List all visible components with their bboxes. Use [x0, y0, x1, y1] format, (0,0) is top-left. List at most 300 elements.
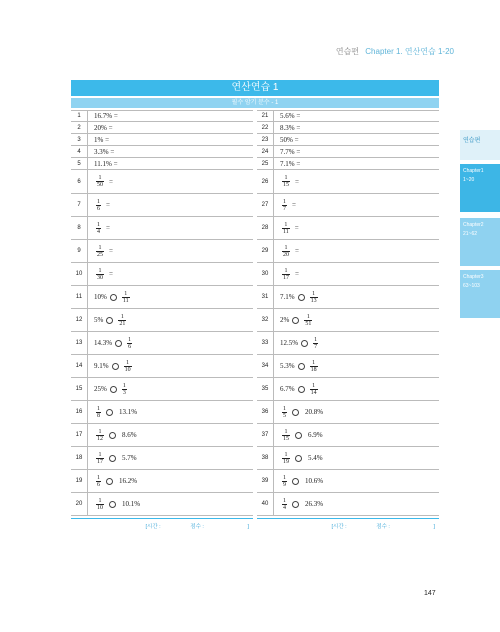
fraction-denominator: 3: [122, 389, 126, 396]
problem-expression: [273, 447, 439, 469]
problem-text: 10.1%: [122, 500, 141, 508]
fraction-numerator: 1: [128, 336, 132, 343]
fraction: [118, 314, 126, 327]
side-tab-chapter2[interactable]: [460, 218, 500, 266]
problem-row: [257, 110, 439, 122]
fraction: [96, 429, 104, 442]
fraction-denominator: 6: [97, 481, 100, 488]
problem-text: 20% =: [94, 123, 113, 132]
worksheet-footer: [71, 518, 439, 530]
fraction-denominator: 12: [97, 435, 103, 442]
fraction-denominator: 21: [119, 320, 126, 327]
problem-number: 10: [75, 271, 83, 277]
fraction-denominator: 4: [283, 504, 286, 511]
fraction-numerator: 1: [283, 198, 286, 205]
problem-expression: [273, 493, 439, 515]
comparison-circle: [110, 294, 117, 301]
fraction-numerator: 1: [126, 359, 130, 366]
footer-right: [257, 518, 439, 530]
problem-text: =: [295, 270, 299, 278]
problem-column-left: [71, 110, 253, 516]
fraction-numerator: 1: [283, 497, 286, 504]
problem-number: 20: [75, 501, 83, 507]
problem-number: 27: [261, 202, 269, 208]
problem-number: 36: [261, 409, 269, 415]
fraction-denominator: 11: [122, 297, 129, 304]
fraction: [282, 199, 287, 212]
problem-column-right: [257, 110, 439, 516]
problem-row: [71, 355, 253, 378]
fraction: [127, 337, 132, 350]
worksheet-title: 연산연습 1: [71, 80, 439, 96]
problem-expression: [87, 470, 253, 492]
fraction-denominator: 6: [97, 205, 100, 212]
problem-text: 50% =: [280, 135, 299, 144]
problem-row: [71, 240, 253, 263]
header-chapter: Chapter 1. 연산연습 1-20: [365, 47, 454, 56]
fraction: [282, 475, 287, 488]
fraction-denominator: 18: [310, 366, 317, 373]
fraction-denominator: 15: [283, 435, 289, 442]
problem-row: [257, 401, 439, 424]
fraction-denominator: 11: [283, 228, 289, 235]
problem-text: 1% =: [94, 135, 110, 144]
problem-number: 5: [77, 160, 81, 167]
comparison-circle: [298, 363, 305, 370]
fraction-numerator: 1: [97, 221, 100, 228]
side-tab-chapter3[interactable]: [460, 270, 500, 318]
side-tab-range: 21~62: [463, 231, 478, 237]
problem-expression: [273, 146, 439, 157]
problem-text: 6.9%: [308, 431, 323, 439]
problem-row: [71, 110, 253, 122]
fraction: [282, 429, 290, 442]
problem-text: 8.6%: [122, 431, 137, 439]
problem-number: 26: [261, 178, 269, 185]
fraction: [310, 383, 318, 396]
problem-number: 12: [75, 317, 83, 323]
fraction-numerator: 1: [284, 267, 288, 274]
fraction-numerator: 1: [284, 428, 288, 435]
problem-expression: [87, 134, 253, 145]
problem-expression: [87, 332, 253, 354]
problem-number: 25: [261, 160, 269, 167]
problem-text: 14.3%: [94, 339, 113, 347]
fraction-numerator: 1: [98, 451, 102, 458]
problem-row: [71, 447, 253, 470]
comparison-circle: [298, 386, 305, 393]
page-number: 147: [424, 590, 436, 597]
problem-row: [71, 401, 253, 424]
problem-number: 22: [261, 124, 269, 131]
problem-number: 31: [261, 294, 269, 300]
problem-expression: [87, 263, 253, 285]
problem-row: [257, 424, 439, 447]
problem-expression: [273, 263, 439, 285]
problem-expression: [87, 158, 253, 169]
problem-text: 20.8%: [305, 408, 324, 416]
fraction: [96, 406, 101, 419]
comparison-circle: [292, 501, 299, 508]
fraction-numerator: 1: [314, 336, 318, 343]
problem-expression: [87, 194, 253, 216]
fraction: [96, 175, 104, 188]
comparison-circle: [298, 294, 305, 301]
problem-row: [71, 309, 253, 332]
problem-row: [257, 240, 439, 263]
fraction-numerator: 1: [98, 175, 102, 181]
problem-number: 7: [77, 202, 81, 208]
problem-number: 34: [261, 363, 269, 369]
comparison-circle: [106, 317, 113, 324]
problem-row: [257, 378, 439, 401]
comparison-circle: [301, 340, 308, 347]
comparison-circle: [295, 432, 302, 439]
problem-number: 17: [75, 432, 83, 438]
fraction-denominator: 9: [283, 481, 286, 488]
fraction-numerator: 1: [97, 474, 100, 481]
problem-row: [257, 122, 439, 134]
fraction-denominator: 30: [97, 274, 103, 281]
problem-expression: [87, 447, 253, 469]
problem-expression: [87, 355, 253, 377]
problem-expression: [87, 309, 253, 331]
comparison-circle: [110, 386, 117, 393]
problem-row: [257, 134, 439, 146]
fraction-denominator: 20: [283, 251, 289, 258]
fraction-numerator: 1: [306, 313, 310, 320]
problem-text: =: [292, 201, 296, 209]
problem-expression: [273, 134, 439, 145]
fraction-numerator: 1: [312, 290, 316, 297]
problem-expression: [87, 424, 253, 446]
problem-row: [257, 355, 439, 378]
fraction-numerator: 1: [98, 497, 102, 504]
problem-row: [71, 122, 253, 134]
problem-text: 10%: [94, 293, 107, 301]
fraction: [96, 268, 104, 281]
problem-text: =: [295, 247, 299, 255]
fraction: [96, 222, 101, 235]
problem-number: 1: [77, 113, 81, 119]
fraction-numerator: 1: [98, 428, 102, 435]
fraction-denominator: 10: [124, 366, 131, 373]
problem-expression: [87, 217, 253, 239]
problem-expression: [273, 217, 439, 239]
problem-row: [71, 332, 253, 355]
problem-expression: [87, 286, 253, 308]
comparison-circle: [112, 363, 119, 370]
problem-number: 18: [75, 455, 83, 461]
problem-number: 30: [261, 271, 269, 277]
fraction: [122, 383, 127, 396]
fraction: [96, 475, 101, 488]
fraction: [313, 337, 318, 350]
side-tab-label: Chapter1: [463, 168, 484, 174]
problem-number: 8: [77, 225, 81, 231]
side-tab-range: 63~103: [463, 283, 480, 289]
worksheet-subtitle: 필수 암기 분수 - 1: [71, 98, 439, 108]
fraction-numerator: 1: [124, 290, 128, 297]
fraction: [96, 452, 104, 465]
comparison-circle: [292, 409, 299, 416]
problem-number: 14: [75, 363, 83, 369]
problem-row: [71, 134, 253, 146]
problem-row: [71, 378, 253, 401]
problem-row: [71, 424, 253, 447]
problem-row: [71, 146, 253, 158]
problem-expression: [87, 111, 253, 121]
fraction: [282, 406, 287, 419]
problem-number: 32: [261, 317, 269, 323]
comparison-circle: [109, 501, 116, 508]
fraction-numerator: 1: [284, 221, 288, 228]
problem-expression: [273, 309, 439, 331]
comparison-circle: [115, 340, 122, 347]
problem-row: [257, 286, 439, 309]
score-label: 점수 :: [376, 524, 390, 530]
side-tab-label: 연습편: [463, 138, 481, 144]
problem-text: =: [294, 224, 299, 232]
comparison-circle: [109, 455, 116, 462]
problem-expression: [273, 111, 439, 121]
fraction-denominator: 6: [128, 343, 132, 350]
problem-number: 15: [75, 386, 83, 392]
fraction-numerator: 1: [284, 244, 288, 251]
problem-row: [257, 470, 439, 493]
fraction: [304, 314, 312, 327]
problem-expression: [273, 378, 439, 400]
fraction-numerator: 1: [284, 175, 288, 181]
problem-expression: [273, 355, 439, 377]
problem-number: 29: [261, 248, 269, 254]
problem-row: [257, 447, 439, 470]
problem-number: 40: [261, 501, 269, 507]
problem-expression: [87, 493, 253, 515]
fraction: [96, 199, 101, 212]
problem-expression: [273, 286, 439, 308]
fraction: [282, 452, 290, 465]
problem-text: 5.4%: [308, 454, 323, 462]
problem-text: 5%: [94, 316, 104, 324]
fraction-denominator: 7: [283, 205, 286, 212]
problem-expression: [273, 194, 439, 216]
problem-text: 7.7% =: [280, 147, 301, 156]
problem-row: [257, 194, 439, 217]
problem-text: =: [295, 177, 299, 186]
problem-text: 25%: [94, 385, 107, 393]
problem-number: 16: [75, 409, 83, 415]
problem-expression: [273, 332, 439, 354]
fraction-numerator: 1: [122, 382, 126, 389]
problem-row: [257, 332, 439, 355]
problem-text: 16.7% =: [94, 112, 118, 120]
problem-expression: [87, 401, 253, 423]
problem-row: [71, 158, 253, 170]
problem-expression: [273, 170, 439, 193]
problem-number: 35: [261, 386, 269, 392]
problem-row: [71, 263, 253, 286]
problem-text: 11.1% =: [94, 159, 118, 168]
problem-number: 11: [75, 294, 83, 300]
score-label: 점수 :: [190, 524, 204, 530]
problem-expression: [87, 146, 253, 157]
problem-number: 38: [261, 455, 269, 461]
time-label: [시간 :: [331, 524, 347, 530]
problem-row: [257, 146, 439, 158]
fraction-numerator: 1: [97, 198, 100, 205]
problem-text: =: [109, 177, 113, 186]
problem-row: [257, 309, 439, 332]
problem-expression: [273, 401, 439, 423]
fraction-denominator: 5: [283, 412, 286, 419]
fraction: [310, 360, 318, 373]
comparison-circle: [292, 478, 299, 485]
problem-expression: [87, 378, 253, 400]
side-tab-label: Chapter3: [463, 274, 484, 280]
footer-close: ]: [247, 524, 249, 530]
problem-text: 13.1%: [119, 408, 138, 416]
fraction: [282, 222, 290, 235]
fraction-numerator: 1: [312, 382, 316, 389]
fraction-numerator: 1: [98, 267, 102, 274]
side-tab-chapter1[interactable]: [460, 164, 500, 212]
fraction: [124, 360, 132, 373]
problem-text: 7.1%: [280, 293, 295, 301]
side-tab-practice[interactable]: [460, 130, 500, 160]
problem-row: [257, 263, 439, 286]
problem-number: 24: [261, 148, 269, 155]
problem-row: [71, 286, 253, 309]
problem-row: [71, 470, 253, 493]
problem-text: =: [106, 224, 110, 232]
problem-number: 21: [261, 113, 269, 119]
problem-text: 3.3% =: [94, 147, 115, 156]
problem-row: [257, 158, 439, 170]
problem-number: 6: [77, 178, 81, 185]
time-label: [시간 :: [145, 524, 161, 530]
comparison-circle: [106, 478, 113, 485]
problem-row: [257, 217, 439, 240]
problem-text: 16.2%: [119, 477, 138, 485]
fraction-denominator: 17: [283, 274, 289, 281]
problem-expression: [273, 122, 439, 133]
problem-text: 6.7%: [280, 385, 295, 393]
problem-row: [71, 493, 253, 516]
problem-text: 26.3%: [305, 500, 324, 508]
problem-number: 13: [75, 340, 83, 346]
fraction-denominator: 51: [305, 320, 312, 327]
fraction-numerator: 1: [97, 405, 100, 412]
fraction-denominator: 8: [97, 412, 100, 419]
fraction: [96, 498, 104, 511]
problem-grid: [71, 110, 439, 516]
problem-expression: [273, 158, 439, 169]
side-tab-range: 1~20: [463, 177, 475, 183]
problem-text: =: [106, 201, 110, 209]
fraction-denominator: 15: [283, 182, 289, 188]
problem-text: 5.6% =: [280, 112, 301, 120]
comparison-circle: [109, 432, 116, 439]
problem-number: 4: [77, 148, 81, 155]
side-tab-label: Chapter2: [463, 222, 484, 228]
fraction-numerator: 1: [312, 359, 316, 366]
problem-number: 37: [261, 432, 269, 438]
fraction-denominator: 25: [97, 251, 103, 258]
worksheet: [71, 80, 439, 530]
problem-row: [257, 493, 439, 516]
comparison-circle: [106, 409, 113, 416]
fraction-numerator: 1: [98, 244, 102, 251]
footer-close: ]: [433, 524, 435, 530]
header-category: 연습편: [335, 47, 360, 56]
fraction-denominator: 4: [97, 228, 100, 235]
problem-text: 12.5%: [280, 339, 299, 347]
problem-number: 23: [261, 136, 269, 143]
comparison-circle: [292, 317, 299, 324]
fraction-denominator: 50: [97, 182, 103, 188]
footer-left: [71, 518, 253, 530]
problem-text: 10.6%: [305, 477, 324, 485]
fraction-numerator: 1: [120, 313, 124, 320]
fraction-denominator: 17: [97, 458, 103, 465]
problem-expression: [87, 240, 253, 262]
problem-text: 9.1%: [94, 362, 109, 370]
problem-number: 28: [261, 225, 269, 231]
problem-number: 33: [261, 340, 269, 346]
comparison-circle: [295, 455, 302, 462]
problem-row: [257, 170, 439, 194]
fraction-denominator: 13: [310, 297, 317, 304]
fraction: [282, 245, 290, 258]
problem-text: 7.1% =: [280, 159, 301, 168]
problem-expression: [273, 424, 439, 446]
fraction-numerator: 1: [284, 451, 288, 458]
fraction-denominator: 10: [97, 504, 103, 511]
fraction-denominator: 19: [283, 458, 289, 465]
problem-expression: [273, 470, 439, 492]
fraction-denominator: 14: [310, 389, 317, 396]
problem-text: 5.3%: [280, 362, 295, 370]
fraction: [282, 498, 287, 511]
problem-row: [71, 170, 253, 194]
problem-row: [71, 217, 253, 240]
problem-number: 3: [77, 136, 81, 143]
fraction: [282, 268, 290, 281]
problem-text: =: [109, 247, 113, 255]
problem-number: 19: [75, 478, 83, 484]
problem-expression: [273, 240, 439, 262]
problem-text: 5.7%: [122, 454, 137, 462]
problem-text: =: [109, 270, 113, 278]
fraction-denominator: 7: [314, 343, 318, 350]
problem-expression: [87, 170, 253, 193]
problem-row: [71, 194, 253, 217]
fraction: [122, 291, 130, 304]
problem-number: 2: [77, 124, 81, 131]
problem-text: 2%: [280, 316, 290, 324]
fraction: [282, 175, 290, 188]
fraction-numerator: 1: [283, 405, 286, 412]
fraction-numerator: 1: [283, 474, 286, 481]
running-header: [336, 46, 454, 57]
fraction: [310, 291, 318, 304]
problem-expression: [87, 122, 253, 133]
problem-number: 9: [77, 248, 81, 254]
problem-number: 39: [261, 478, 269, 484]
fraction: [96, 245, 104, 258]
problem-text: 8.3% =: [280, 123, 301, 132]
